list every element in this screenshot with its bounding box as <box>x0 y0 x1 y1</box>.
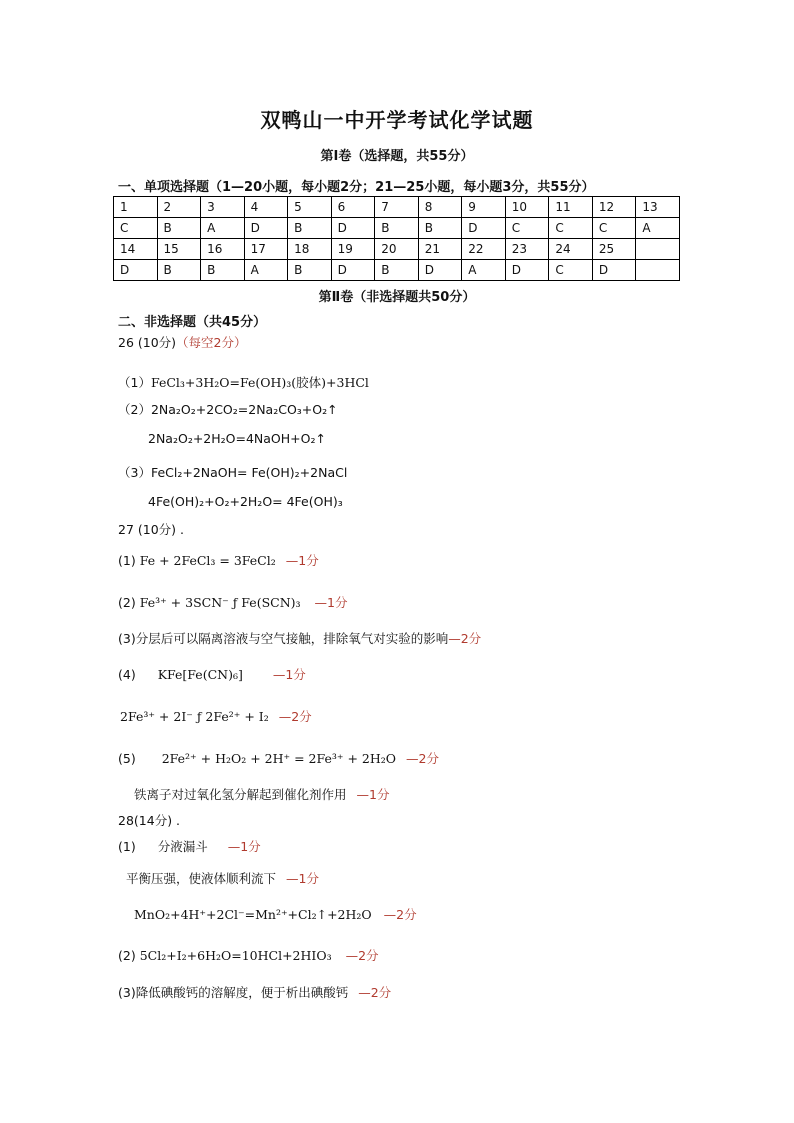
q28-a1b-row <box>126 869 319 887</box>
table-cell: C <box>505 218 549 239</box>
q27-a5b-score: —1分 <box>356 787 390 802</box>
table-cell: 6 <box>331 197 375 218</box>
table-cell: 13 <box>636 197 680 218</box>
q27-a1-score: —1分 <box>285 553 319 568</box>
q28-a3-score: —2分 <box>358 985 392 1000</box>
table-cell: 23 <box>505 239 549 260</box>
table-cell: 18 <box>288 239 332 260</box>
q28-header: 28(14分) . <box>118 813 181 828</box>
q27-a4-label: (4) <box>118 667 136 682</box>
part1-title: 第Ⅰ卷（选择题，共55分） <box>320 149 474 164</box>
answer-table <box>113 196 680 281</box>
table-cell: 20 <box>375 239 419 260</box>
q28-a1c-score: —2分 <box>383 907 417 922</box>
table-cell: 12 <box>592 197 636 218</box>
table-cell: D <box>592 260 636 281</box>
q27-a5b-row <box>134 785 389 803</box>
q27-a1-label: (1) <box>118 553 136 568</box>
part2-title: 第Ⅱ卷（非选择题共50分） <box>318 290 476 305</box>
table-cell: 1 <box>114 197 158 218</box>
q28-a1c-formula: MnO₂+4H⁺+2Cl⁻=Mn²⁺+Cl₂↑+2H₂O <box>134 907 372 922</box>
table-cell: C <box>549 218 593 239</box>
q26-a3-row <box>118 463 347 481</box>
q28-a2-score: —2分 <box>345 948 379 963</box>
table-cell: 14 <box>114 239 158 260</box>
table-cell: B <box>375 260 419 281</box>
table-cell: C <box>592 218 636 239</box>
table-row <box>114 260 680 281</box>
q26-a3b-formula: 4Fe(OH)₂+O₂+2H₂O= 4Fe(OH)₃ <box>148 494 343 509</box>
q26-a2-label: （2） <box>118 402 151 417</box>
q26-note: （每空2分） <box>176 335 247 350</box>
q27-a3-row <box>118 629 481 647</box>
q28-a1c-row <box>134 905 417 923</box>
table-cell: D <box>331 218 375 239</box>
table-cell: 4 <box>244 197 288 218</box>
table-cell: C <box>114 218 158 239</box>
table-cell: 3 <box>201 197 245 218</box>
q27-a3-score: —2分 <box>448 631 482 646</box>
q27-a4-row <box>118 665 306 683</box>
table-cell: 11 <box>549 197 593 218</box>
q27-a1-formula: Fe + 2FeCl₃ = 3FeCl₂ <box>139 553 276 568</box>
q28-a3-row <box>118 983 391 1001</box>
table-cell: B <box>418 218 462 239</box>
table-cell: 21 <box>418 239 462 260</box>
q27-a4b-score: —2分 <box>278 709 312 724</box>
q28-a1b-text: 平衡压强，使液体顺利流下 <box>126 871 277 886</box>
q28-a1-score: —1分 <box>227 839 261 854</box>
q26-a3-label: （3） <box>118 465 151 480</box>
page-title: 双鸭山一中开学考试化学试题 <box>260 108 534 132</box>
table-row <box>114 197 680 218</box>
table-cell: D <box>244 218 288 239</box>
q26-a3a-formula: FeCl₂+2NaOH= Fe(OH)₂+2NaCl <box>150 465 348 480</box>
table-cell: A <box>201 218 245 239</box>
q27-a4-score: —1分 <box>272 667 306 682</box>
q28-a1b-score: —1分 <box>286 871 319 886</box>
q27-a2-row <box>118 593 347 611</box>
table-cell <box>636 260 680 281</box>
q26-header-row <box>118 333 247 351</box>
q27-a3-text: (3)分层后可以隔离溶液与空气接触，排除氧气对实验的影响 <box>118 631 449 646</box>
table-cell: B <box>288 260 332 281</box>
q28-a1-row <box>118 837 261 855</box>
q27-a5-score: —2分 <box>406 751 439 766</box>
table-cell: 2 <box>157 197 201 218</box>
q26-a1-label: （1） <box>118 375 151 390</box>
q28-a1-text: 分液漏斗 <box>157 839 208 854</box>
section1-title: 一、单项选择题（1—20小题，每小题2分；21—25小题，每小题3分，共55分） <box>118 180 595 195</box>
table-cell: 7 <box>375 197 419 218</box>
table-cell: A <box>462 260 506 281</box>
q27-a2-formula: Fe³⁺ + 3SCN⁻ ƒ Fe(SCN)₃ <box>139 595 301 610</box>
table-cell: B <box>157 218 201 239</box>
q28-a3-text: (3)降低碘酸钙的溶解度，便于析出碘酸钙 <box>118 985 349 1000</box>
table-cell: 24 <box>549 239 593 260</box>
q27-a2-score: —1分 <box>314 595 348 610</box>
table-cell: 15 <box>157 239 201 260</box>
table-cell: C <box>549 260 593 281</box>
table-cell: D <box>331 260 375 281</box>
table-cell: B <box>375 218 419 239</box>
q26-a2b-formula: 2Na₂O₂+2H₂O=4NaOH+O₂↑ <box>148 431 326 446</box>
table-cell: 19 <box>331 239 375 260</box>
table-row <box>114 239 680 260</box>
q26-a1-row <box>118 373 369 391</box>
table-cell: B <box>157 260 201 281</box>
q27-a5-row <box>118 749 439 767</box>
q28-a2-label: (2) <box>118 948 136 963</box>
q27-a2-label: (2) <box>118 595 136 610</box>
q26-a1-formula: FeCl₃+3H₂O=Fe(OH)₃(胶体)+3HCl <box>150 375 369 390</box>
table-cell: D <box>114 260 158 281</box>
q28-a2-row <box>118 946 379 964</box>
table-cell: 22 <box>462 239 506 260</box>
table-cell: 10 <box>505 197 549 218</box>
table-cell: A <box>244 260 288 281</box>
table-cell: 17 <box>244 239 288 260</box>
table-cell: B <box>201 260 245 281</box>
q27-a5-formula: 2Fe²⁺ + H₂O₂ + 2H⁺ = 2Fe³⁺ + 2H₂O <box>161 751 397 766</box>
q26-a2-row <box>118 400 338 418</box>
q28-a1-label: (1) <box>118 839 136 854</box>
table-cell <box>636 239 680 260</box>
table-cell: 5 <box>288 197 332 218</box>
table-row <box>114 218 680 239</box>
q27-a1-row <box>118 551 319 569</box>
q26-header: 26 (10分) <box>118 335 177 350</box>
q27-header: 27 (10分) . <box>118 522 184 537</box>
q28-a2-formula: 5Cl₂+I₂+6H₂O=10HCl+2HIO₃ <box>139 948 332 963</box>
q26-a2a-formula: 2Na₂O₂+2CO₂=2Na₂CO₃+O₂↑ <box>150 402 338 417</box>
table-cell: D <box>462 218 506 239</box>
q27-a4-formula: KFe[Fe(CN)₆] <box>157 667 243 682</box>
section2-title: 二、非选择题（共45分） <box>118 315 267 330</box>
table-cell: 16 <box>201 239 245 260</box>
q27-a5-label: (5) <box>118 751 136 766</box>
table-cell: 9 <box>462 197 506 218</box>
q27-a5b-text: 铁离子对过氧化氢分解起到催化剂作用 <box>134 787 347 802</box>
table-cell: D <box>418 260 462 281</box>
table-cell: D <box>505 260 549 281</box>
table-cell: 8 <box>418 197 462 218</box>
table-cell: A <box>636 218 680 239</box>
table-cell: 25 <box>592 239 636 260</box>
q27-a4b-row <box>120 707 312 725</box>
table-cell: B <box>288 218 332 239</box>
q27-a4b-formula: 2Fe³⁺ + 2I⁻ ƒ 2Fe²⁺ + I₂ <box>120 709 269 724</box>
